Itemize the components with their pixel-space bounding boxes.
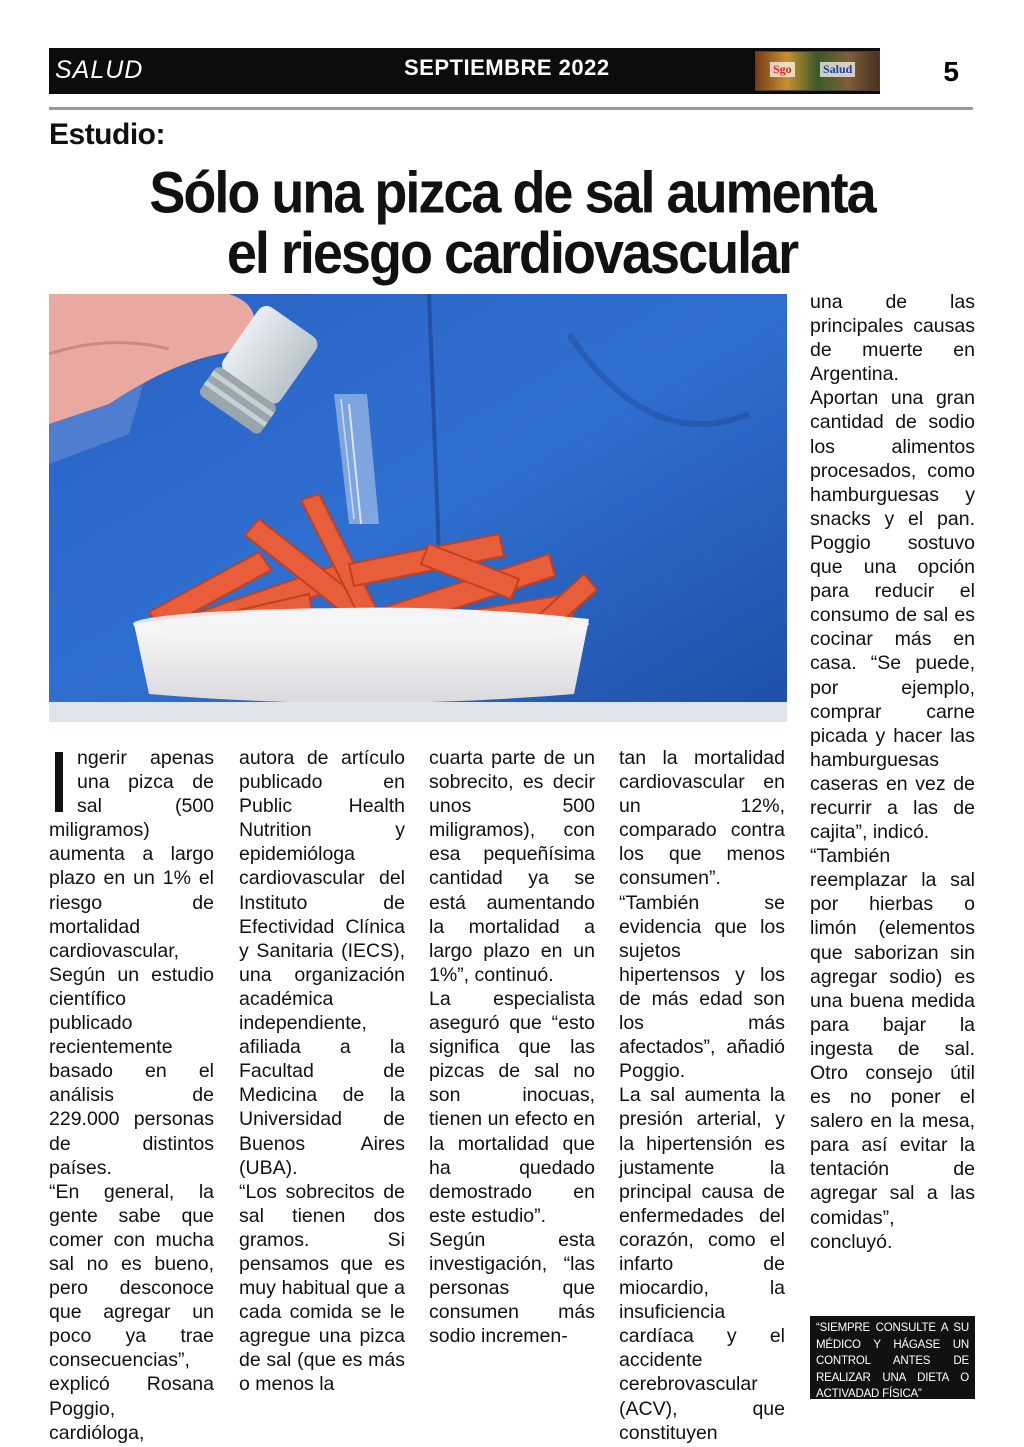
paragraph-12: una de las principales causas de muerte en Argentina. — [810, 291, 975, 386]
paragraph-7: La especialista aseguró que “esto significa que las pizcas de sal no son inocuas, tienen un efecto en la mortalidad que ha quedado demostrado en este estudio”. — [429, 987, 595, 1227]
article-column-3 — [429, 746, 595, 1348]
issue-date: SEPTIEMBRE 2022 — [404, 55, 610, 80]
paragraph-9: tan la mortalidad cardiovascular en un 12%, comparado contra los que menos consumen”. — [619, 747, 785, 890]
logo-text-right: Salud — [820, 62, 855, 77]
publication-logo — [755, 51, 880, 91]
page-number-box — [880, 48, 973, 94]
paragraph-3: “En general, la gente sabe que comer con mucha sal no es bueno, pero desconoce que agregar un poco ya trae consecuencias”, explicó Rosana Poggio, cardióloga, — [49, 1180, 214, 1444]
article-title — [100, 160, 924, 287]
section-label: SALUD — [55, 56, 144, 84]
page-number: 5 — [943, 56, 959, 87]
paragraph-14: “También reemplazar la sal por hierbas o limón (elementos que saborizan sin agregar sodio) es una buena medida para bajar la ingesta de sal. Otro consejo útil es no poner el salero en la mesa, para así evitar la tentación de agregar sal a las comidas”, concluyó. — [810, 845, 975, 1253]
paragraph-5: “Los sobrecitos de sal tienen dos gramos. Si pensamos que es muy habitual que a cada comida se le agregue una pizca de sal (que es más o menos la — [239, 1180, 405, 1396]
article-column-2 — [239, 746, 405, 1397]
paragraph-2: Según un estudio científico publicado recientemente basado en el análisis de 229.000 personas de distintos países. — [49, 963, 214, 1179]
paragraph-13: Aportan una gran cantidad de sodio los alimentos procesados, como hamburguesas y snacks y el pan. Poggio sostuvo que una opción para reducir el consumo de sal es cocinar más en casa. “Se puede, por ejemplo, comprar carne picada y hacer las hamburguesas caseras en vez de recurrir a las de cajita”, indicó. — [810, 387, 975, 844]
article-column-4 — [619, 746, 785, 1445]
title-line-1: Sólo una pizca de sal aumenta — [149, 160, 875, 226]
article-column-5 — [810, 290, 975, 1254]
paragraph-8: Según esta investigación, “las personas que consumen más sodio incremen- — [429, 1228, 595, 1348]
page-header — [49, 48, 973, 94]
paragraph-4: autora de artículo publicado en Public Health Nutrition y epidemióloga cardiovascular del Instituto de Efectividad Clínica y Sanitaria (IECS), una organización académica independiente, afiliada a la Facultad de Medicina de la Universidad de Buenos Aires (UBA). — [239, 747, 405, 1179]
dropcap-letter-i — [55, 752, 63, 812]
health-notice-box: “SIEMPRE CONSULTE A SU MÉDICO Y HÁGASE UN CONTROL ANTES DE REALIZAR UNA DIETA O ACTIVADAD FÍSICA” — [810, 1316, 975, 1399]
header-divider — [49, 107, 973, 110]
paragraph-6: cuarta parte de un sobrecito, es decir unos 500 miligramos), con esa pequeñísima cantidad ya se está aumentando la mortalidad a largo plazo en un 1%”, continuó. — [429, 747, 595, 986]
logo-text-left: Sgo — [770, 62, 795, 77]
paragraph-1: ngerir apenas una pizca de sal (500 miligramos) aumenta a largo plazo en un 1% el riesgo de mortalidad cardiovascular, — [49, 747, 214, 962]
article-kicker: Estudio: — [49, 118, 165, 151]
paragraph-11: La sal aumenta la presión arterial, y la hipertensión es justamente la principal causa de enfermedades del corazón, como el infarto de miocardio, la insuficiencia cardíaca y el accidente cerebrovascular (ACV), que constituyen — [619, 1084, 785, 1444]
article-photo — [49, 294, 787, 722]
paragraph-10: “También se evidencia que los sujetos hipertensos y los de más edad son los más afectados”, añadió Poggio. — [619, 891, 785, 1083]
article-column-1 — [49, 746, 214, 1445]
title-line-2: el riesgo cardiovascular — [226, 221, 798, 287]
salt-shaker-fries-photo-icon — [49, 294, 787, 722]
